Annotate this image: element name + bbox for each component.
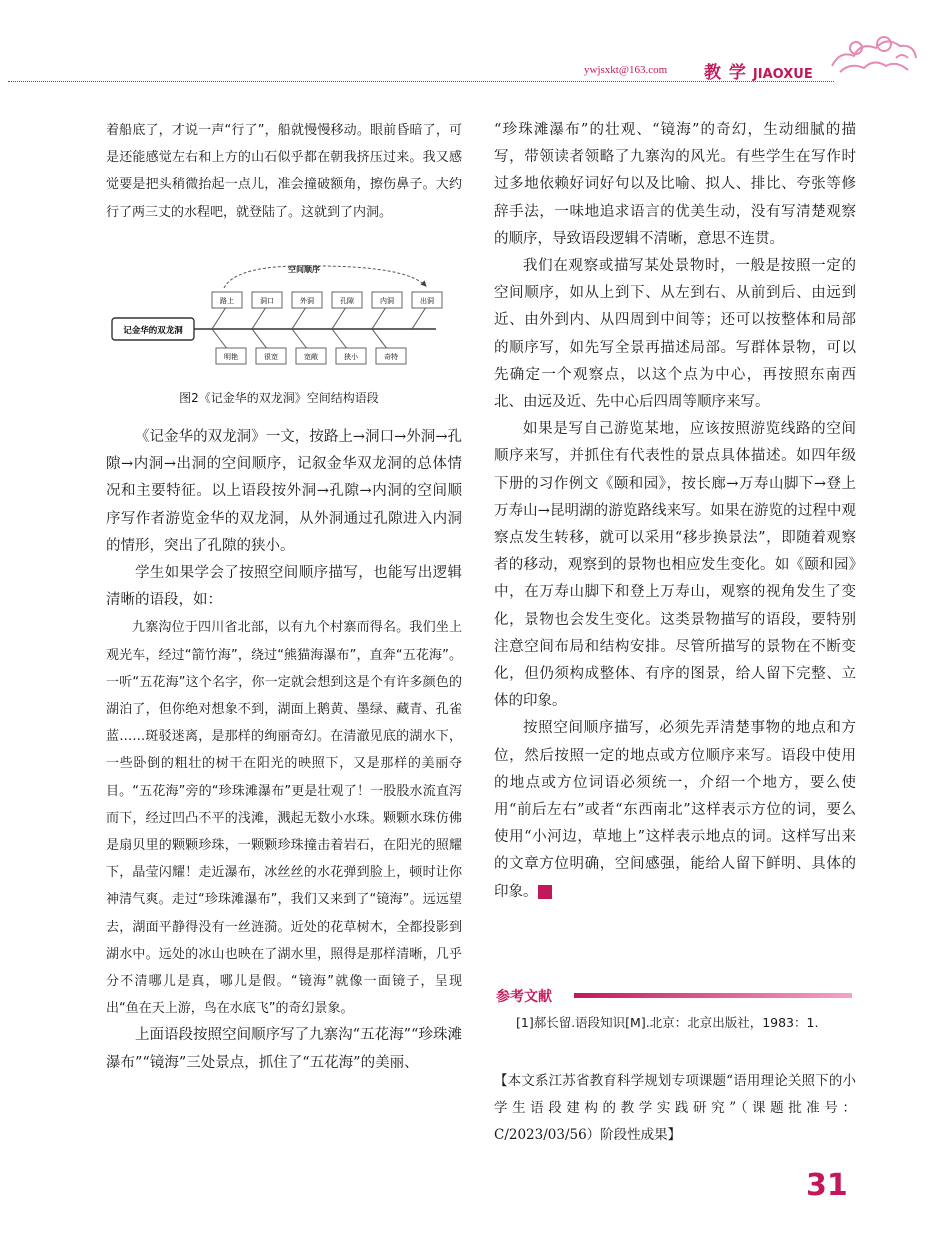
upper-node-label: 路上 bbox=[220, 297, 234, 305]
example-quote: 九寨沟位于四川省北部，以有九个村寨而得名。我们坐上观光车，经过“箭竹海”，绕过“熊猫海瀑布”，直奔“五花海”。一听“五花海”这个名字，你一定就会想到这是个有许多颜色的湖泊了，但你绝对想象不到，湖面上鹅黄、墨绿、藏青、孔雀蓝……斑驳迷离，是那样的绚丽奇幻。在清澈见底的湖水下，一些卧倒的粗壮的树干在阳光的映照下，又是那样的美丽夺目。“五花海”旁的“珍珠滩瀑布”更是壮观了！一股股水流直泻而下，经过凹凸不平的浅滩，溅起无数小水珠。颗颗水珠仿佛是扇贝里的颗颗珍珠，一颗颗珍珠撞击着岩石，在阳光的照耀下，晶莹闪耀！走近瀑布，冰丝丝的水花弹到脸上，顿时让你神清气爽。走过“珍珠滩瀑布”，我们又来到了“镜海”。远远望去，湖面平静得没有一丝涟漪。近处的花草树木，全都投影到湖水中。远处的冰山也映在了湖水里，照得是那样清晰，几乎分不清哪儿是真，哪儿是假。“镜海”就像一面镜子，呈现出“鱼在天上游，鸟在水底飞”的奇幻景象。 bbox=[106, 620, 462, 1017]
upper-node-label: 孔隙 bbox=[340, 297, 354, 305]
root-node-label: 记金华的双龙洞 bbox=[123, 326, 183, 336]
references-bar bbox=[574, 993, 852, 998]
continued-quote: 着船底了，才说一声“行了”，船就慢慢移动。眼前昏暗了，可是还能感觉左右和上方的山石似乎都在朝我挤压过来。我又感觉要是把头稍微抬起一点儿，准会撞破额角，擦伤鼻子。大约行了两三丈的水程吧，就登陆了。这就到了内洞。 bbox=[106, 123, 462, 220]
lower-nodes bbox=[212, 329, 406, 364]
figure-top-label: 空间顺序 bbox=[288, 265, 320, 274]
funding-note bbox=[494, 1068, 856, 1150]
funding-note-text: 【本文系江苏省教育科学规划专项课题“语用理论关照下的小学生语段建构的教学实践研究”（课题批准号：C/2023/03/56）阶段性成果】 bbox=[494, 1073, 856, 1144]
upper-node-label: 洞口 bbox=[260, 297, 274, 305]
header-rule bbox=[8, 81, 834, 82]
references-title: 参考文献 bbox=[496, 989, 552, 1005]
upper-node-label: 外洞 bbox=[300, 297, 314, 305]
right-column-body bbox=[494, 117, 856, 906]
lower-node-label: 奇特 bbox=[384, 353, 398, 361]
lower-node-label: 宽敞 bbox=[304, 353, 318, 361]
upper-nodes bbox=[212, 292, 442, 329]
paragraph: “珍珠滩瀑布”的壮观、“镜海”的奇幻，生动细腻的描写，带领读者领略了九寨沟的风光。有些学生在写作时过多地依赖好词好句以及比喻、拟人、排比、夸张等修辞手法，一味地追求语言的优美生动，没有写清楚观察的顺序，导致语段逻辑不清晰，意思不连贯。 bbox=[494, 122, 856, 247]
header-brand bbox=[704, 58, 813, 83]
left-column-top bbox=[106, 117, 462, 226]
figure-caption: 图2《记金华的双龙洞》空间结构语段 bbox=[179, 391, 379, 405]
page-number: 31 bbox=[806, 1168, 848, 1203]
lower-node-label: 很宽 bbox=[264, 353, 278, 361]
paragraph bbox=[494, 715, 856, 905]
cloud-ornament-icon bbox=[826, 26, 922, 80]
end-mark-icon: 潘 bbox=[538, 885, 552, 899]
figure-spatial-structure bbox=[106, 258, 452, 376]
header-brand-en: JIAOXUE bbox=[752, 67, 813, 82]
header-brand-cn: 教 学 bbox=[704, 63, 747, 83]
paragraph: 上面语段按照空间顺序写了九寨沟“五花海”“珍珠滩瀑布”“镜海”三处景点，抓住了“五花海”的美丽、 bbox=[106, 1027, 462, 1071]
left-column-body bbox=[106, 424, 462, 1077]
upper-node-label: 内洞 bbox=[380, 297, 394, 305]
paragraph: 《记金华的双龙洞》一文，按路上→洞口→外洞→孔隙→内洞→出洞的空间顺序，记叙金华双龙洞的总体情况和主要特征。以上语段按外洞→孔隙→内洞的空间顺序写作者游览金华的双龙洞，从外洞通过孔隙进入内洞的情形，突出了孔隙的狭小。 bbox=[106, 429, 462, 554]
upper-node-label: 出洞 bbox=[420, 297, 434, 305]
paragraph: 学生如果学会了按照空间顺序描写，也能写出逻辑清晰的语段，如： bbox=[106, 565, 462, 609]
order-arrow bbox=[224, 266, 426, 288]
reference-item: [1]郝长留.语段知识[M].北京：北京出版社，1983：1. bbox=[516, 1015, 819, 1030]
lower-node-label: 狭小 bbox=[344, 353, 358, 361]
paragraph: 我们在观察或描写某处景物时，一般是按照一定的空间顺序，如从上到下、从左到右、从前到后、由远到近、由外到内、从四周到中间等；还可以按整体和局部的顺序写，如先写全景再描述局部。写群体景物，可以先确定一个观察点，以这个点为中心，再按照东南西北、由远及近、先中心后四周等顺序来写。 bbox=[494, 258, 856, 411]
header-email: ywjsxkt@163.com bbox=[584, 64, 668, 76]
paragraph: 如果是写自己游览某地，应该按照游览线路的空间顺序来写，并抓住有代表性的景点具体描述。如四年级下册的习作例文《颐和园》，按长廊→万寿山脚下→登上万寿山→昆明湖的游览路线来写。如果在游览的过程中观察点发生转移，就可以采用“移步换景法”，即随着观察者的移动，观察到的景物也相应发生变化。如《颐和园》中，在万寿山脚下和登上万寿山，观察的视角发生了变化，景物也会发生变化。这类景物描写的语段，要特别注意空间布局和结构安排。尽管所描写的景物在不断变化，但仍须构成整体、有序的图景，给人留下完整、立体的印象。 bbox=[494, 421, 856, 710]
paragraph-text: 按照空间顺序描写，必须先弄清楚事物的地点和方位，然后按照一定的地点或方位顺序来写。语段中使用的地点或方位词语必须统一，介绍一个地方，要么使用“前后左右”或者“东西南北”这样表示方位的词，要么使用“小河边，草地上”这样表示地点的词。这样写出来的文章方位明确，空间感强，能给人留下鲜明、具体的印象。 bbox=[494, 720, 856, 900]
lower-node-label: 明艳 bbox=[224, 353, 238, 361]
